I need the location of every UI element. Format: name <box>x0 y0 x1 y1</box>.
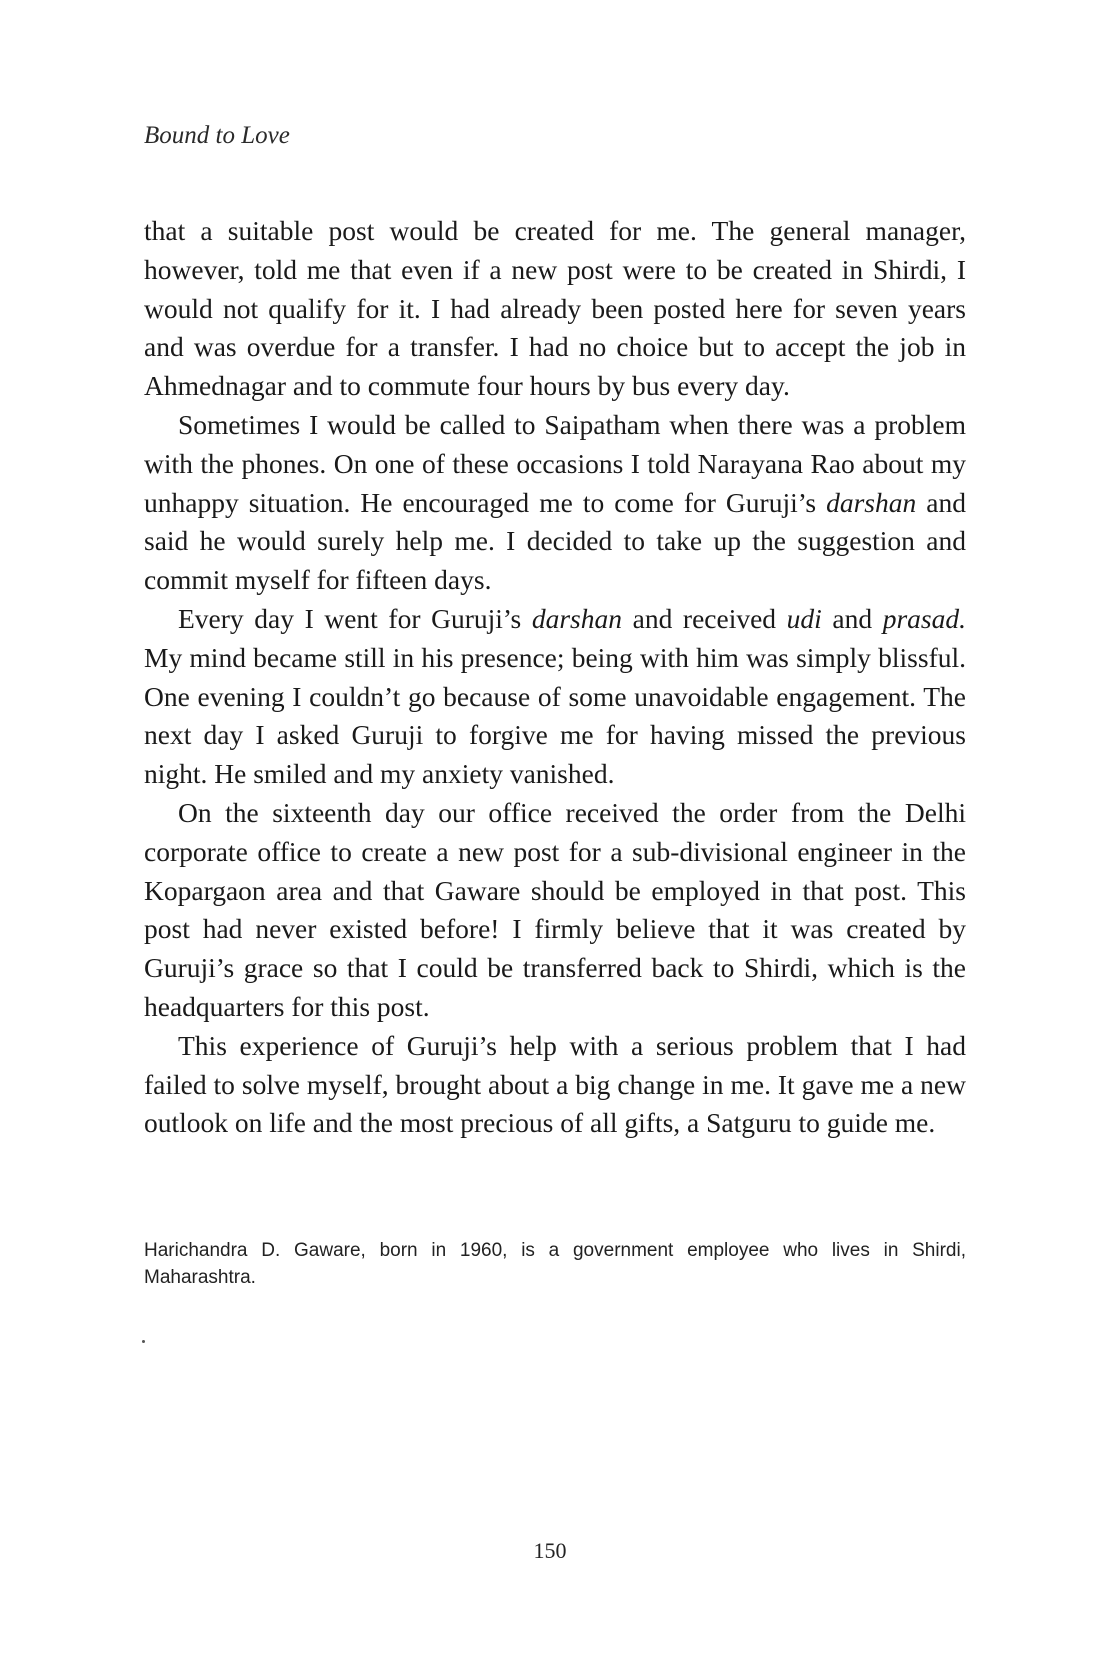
body-text <box>144 212 966 1143</box>
stray-mark <box>142 1340 145 1343</box>
paragraph-text: This experience of Guruji’s help with a serious problem that I had failed to solve myself, brought about a big change in me. It gave me a new outlook on life and the most precious of all gifts, a Satguru to guide me. <box>144 1029 966 1139</box>
paragraph-text: and received <box>622 602 787 634</box>
italic-term: prasad. <box>882 602 966 634</box>
italic-term: darshan <box>531 602 622 634</box>
paragraph-text: Every day I went for Guruji’s <box>178 602 532 634</box>
running-header-title: Bound to Love <box>144 122 290 149</box>
paragraph <box>144 406 966 600</box>
italic-term: darshan <box>826 486 917 518</box>
italic-term: udi <box>786 602 822 634</box>
paragraph <box>144 212 966 406</box>
paragraph-text: My mind became still in his presence; being with him was simply blissful. One evening I couldn’t go because of some unavoidable engagement. The next day I asked Guruji to forgive me for having missed the previous night. He smiled and my anxiety vanished. <box>144 641 966 790</box>
paragraph-text: On the sixteenth day our office received the order from the Delhi corporate office to create a new post for a sub-divisional engineer in the Kopargaon area and that Gaware should be employed in that post. This post had never existed before! I firmly believe that it was created by Guruji’s grace so that I could be transferred back to Shirdi, which is the headquarters for this post. <box>144 796 966 1022</box>
paragraph-text: Sometimes I would be called to Saipatham when there was a problem with the phones. On one of these occasions I told Narayana Rao about my unhappy situation. He encouraged me to come for Guruji’s <box>144 408 966 518</box>
paragraph <box>144 1027 966 1143</box>
page-number: 150 <box>533 1538 567 1563</box>
paragraph <box>144 600 966 794</box>
paragraph-text: that a suitable post would be created for me. The general manager, however, told me that even if a new post were to be created in Shirdi, I would not qualify for it. I had already been posted here for seven years and was overdue for a transfer. I had no choice but to accept the job in Ahmednagar and to commute four hours by bus every day. <box>144 215 966 402</box>
author-bio: Harichandra D. Gaware, born in 1960, is a government employee who lives in Shirdi, Maharashtra. <box>144 1240 966 1288</box>
paragraph-text: and said he would surely help me. I decided to take up the suggestion and commit myself for fifteen days. <box>144 486 966 596</box>
paragraph-text: and <box>821 602 883 634</box>
paragraph <box>144 794 966 1027</box>
